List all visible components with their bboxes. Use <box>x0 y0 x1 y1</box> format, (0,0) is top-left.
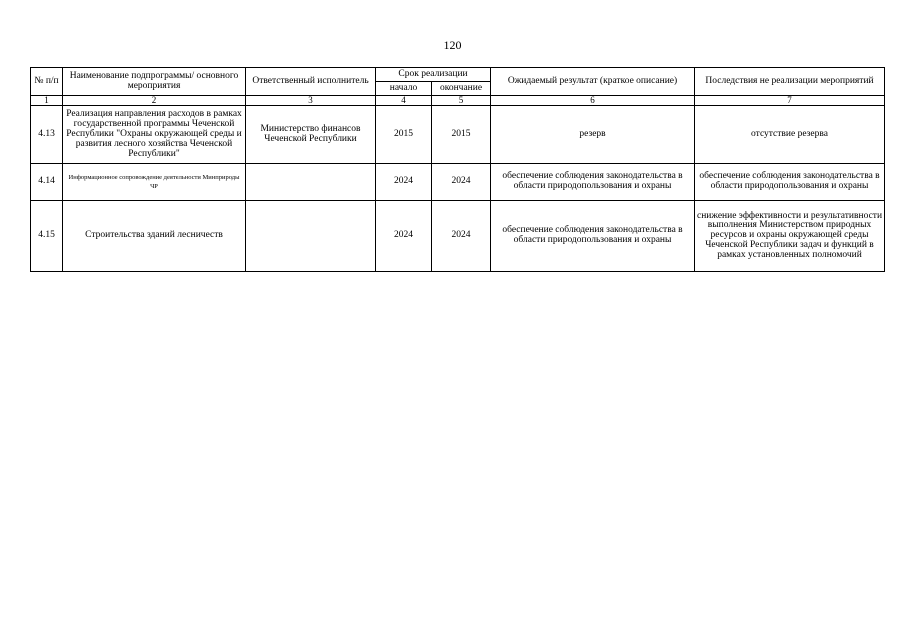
header-consequence: Последствия не реализации мероприятий <box>695 68 885 96</box>
row-end: 2024 <box>432 164 491 201</box>
row-end: 2015 <box>432 106 491 164</box>
row-start: 2024 <box>376 201 432 272</box>
row-executor: Министерство финансов Чеченской Республики <box>246 106 376 164</box>
column-number: 5 <box>432 96 491 106</box>
page-number: 120 <box>443 38 462 52</box>
column-number: 7 <box>695 96 885 106</box>
row-name: Информационное сопровождение деятельности Минприроды ЧР <box>63 164 246 201</box>
row-end: 2024 <box>432 201 491 272</box>
row-num: 4.15 <box>31 201 63 272</box>
row-consequence: отсутствие резерва <box>695 106 885 164</box>
column-number-row <box>31 96 885 106</box>
row-start: 2015 <box>376 106 432 164</box>
column-number: 3 <box>246 96 376 106</box>
row-num: 4.13 <box>31 106 63 164</box>
table-row <box>31 106 885 164</box>
row-result: обеспечение соблюдения законодательства в области природопользования и охраны <box>491 164 695 201</box>
row-consequence: снижение эффективности и результативности выполнения Министерством природных ресурсов и охраны окружающей среды Чеченской Республики задач и функций в рамках установленных полномочий <box>695 201 885 272</box>
row-result: обеспечение соблюдения законодательства в области природопользования и охраны <box>491 201 695 272</box>
column-number: 1 <box>31 96 63 106</box>
measures-table <box>30 67 885 272</box>
row-name: Строительства зданий лесничеств <box>63 201 246 272</box>
column-number: 2 <box>63 96 246 106</box>
header-start: начало <box>376 82 432 96</box>
row-name: Реализация направления расходов в рамках государственной программы Чеченской Республики "Охраны окружающей среды и развития лесного хозяйства Чеченской Республики" <box>63 106 246 164</box>
row-num: 4.14 <box>31 164 63 201</box>
header-result: Ожидаемый результат (краткое описание) <box>491 68 695 96</box>
header-row <box>31 68 885 82</box>
row-executor <box>246 164 376 201</box>
header-num: № п/п <box>31 68 63 96</box>
header-name: Наименование подпрограммы/ основного мероприятия <box>63 68 246 96</box>
row-executor <box>246 201 376 272</box>
row-start: 2024 <box>376 164 432 201</box>
table-row <box>31 201 885 272</box>
column-number: 6 <box>491 96 695 106</box>
row-result: резерв <box>491 106 695 164</box>
header-period: Срок реализации <box>376 68 491 82</box>
table-row <box>31 164 885 201</box>
row-consequence: обеспечение соблюдения законодательства в области природопользования и охраны <box>695 164 885 201</box>
header-executor: Ответственный исполнитель <box>246 68 376 96</box>
column-number: 4 <box>376 96 432 106</box>
header-end: окончание <box>432 82 491 96</box>
